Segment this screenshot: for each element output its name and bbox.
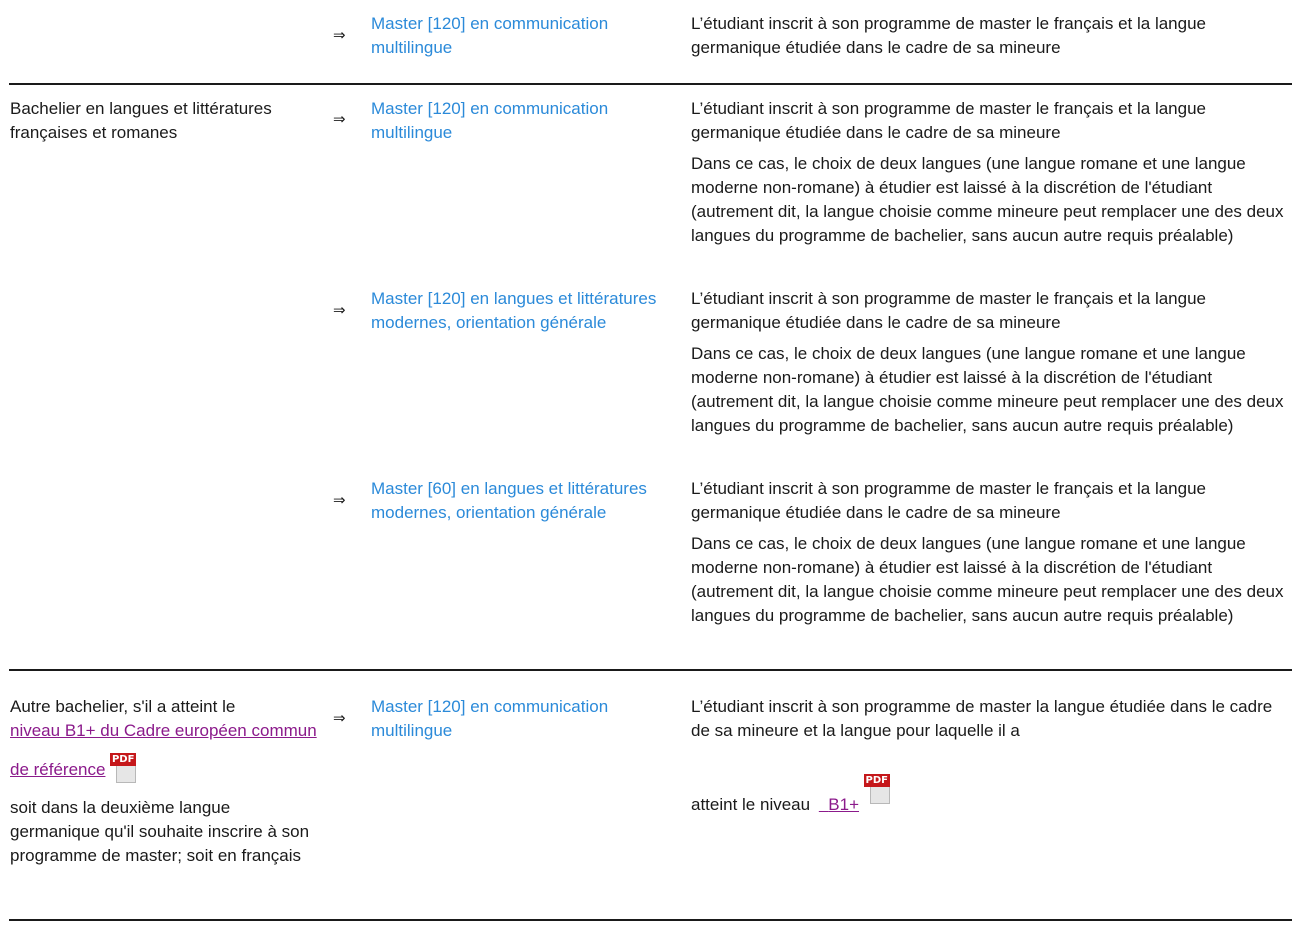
program-link[interactable]: Master [120] en communication multilingue (371, 14, 609, 57)
arrow-icon: ⇒ (333, 491, 346, 509)
program-link[interactable]: Master [120] en langues et littératures modernes, orientation générale (371, 289, 657, 332)
arrow-icon: ⇒ (333, 110, 346, 128)
condition-level (691, 774, 1291, 817)
note-text: Dans ce cas, le choix de deux langues (une langue romane et une langue moderne non-romane) à étudier est laissé à la discrétion de l'étudiant (autrement dit, la langue choisie comme mineure peut remplacer une des deux langues du programme de bachelier, sans aucun autre requis préalable) (691, 154, 1284, 245)
bachelor-intro: Autre bachelier, s'il a atteint le (10, 697, 236, 716)
program-link[interactable]: Master [120] en communication multilingue (371, 99, 609, 142)
row-langues-romanes (0, 85, 1292, 670)
bachelor-condition-link[interactable] (10, 719, 330, 782)
condition-text: L’étudiant inscrit à son programme de master le français et la langue germanique étudiée dans le cadre de sa mineure (691, 289, 1206, 332)
program-link[interactable]: Master [120] en communication multilingue (371, 697, 609, 740)
cadre-europeen-link[interactable]: niveau B1+ du Cadre européen commun de référence (10, 721, 317, 779)
condition-text: L’étudiant inscrit à son programme de master la langue étudiée dans le cadre de sa mineure et la langue pour laquelle il a (691, 697, 1273, 740)
note-text: Dans ce cas, le choix de deux langues (une langue romane et une langue moderne non-romane) à étudier est laissé à la discrétion de l'étudiant (autrement dit, la langue choisie comme mineure peut remplacer une des deux langues du programme de bachelier, sans aucun autre requis préalable) (691, 534, 1284, 625)
note-text: Dans ce cas, le choix de deux langues (une langue romane et une langue moderne non-romane) à étudier est laissé à la discrétion de l'étudiant (autrement dit, la langue choisie comme mineure peut remplacer une des deux langues du programme de bachelier, sans aucun autre requis préalable) (691, 344, 1284, 435)
bachelor-label: Bachelier en langues et littératures françaises et romanes (10, 99, 272, 142)
condition-text: L’étudiant inscrit à son programme de master le français et la langue germanique étudiée dans le cadre de sa mineure (691, 99, 1206, 142)
divider (9, 919, 1292, 921)
condition-text: L’étudiant inscrit à son programme de master le français et la langue germanique étudiée dans le cadre de sa mineure (691, 14, 1206, 57)
pdf-file-icon[interactable] (110, 753, 138, 783)
pdf-label: PDF (865, 775, 888, 786)
level-text: atteint le niveau (691, 795, 811, 814)
row-autre-bachelier (0, 671, 1292, 921)
pdf-label: PDF (111, 754, 135, 765)
row-comm-multilingue (0, 0, 1292, 92)
condition-text: L’étudiant inscrit à son programme de master le français et la langue germanique étudiée dans le cadre de sa mineure (691, 479, 1206, 522)
arrow-icon: ⇒ (333, 26, 346, 44)
b1-plus-label: B1+ (828, 795, 860, 814)
program-link[interactable]: Master [60] en langues et littératures modernes, orientation générale (371, 479, 647, 522)
arrow-icon: ⇒ (333, 709, 346, 727)
bachelor-rest: soit dans la deuxième langue germanique qu'il souhaite inscrire à son programme de master; soit en français (10, 798, 310, 865)
b1-plus-link[interactable] (819, 795, 859, 814)
arrow-icon: ⇒ (333, 301, 346, 319)
pdf-file-icon[interactable] (864, 774, 892, 804)
